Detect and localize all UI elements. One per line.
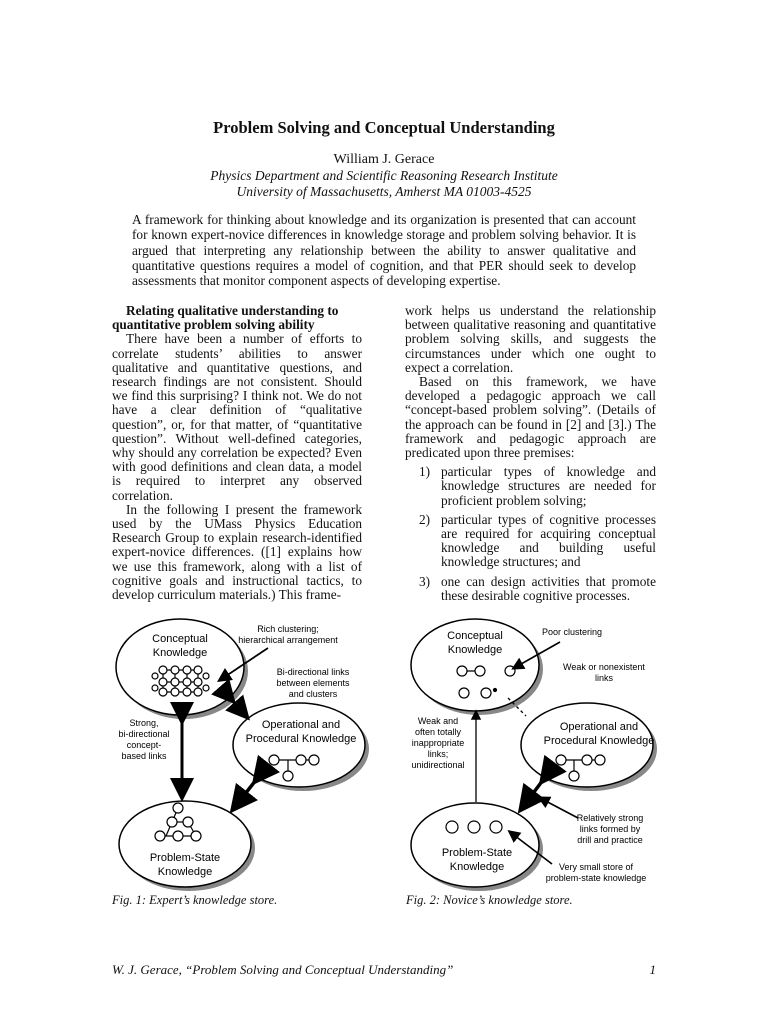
affiliation bbox=[0, 168, 768, 200]
affiliation-line-2: University of Massachusetts, Amherst MA 01003-4525 bbox=[236, 184, 532, 199]
left-column bbox=[112, 304, 362, 602]
note-bidirectional-1: Bi-directional links bbox=[276, 667, 350, 677]
problem-state-label-2: Knowledge bbox=[157, 866, 213, 878]
affiliation-line-1: Physics Department and Scientific Reasoning Research Institute bbox=[210, 168, 558, 183]
note-rich-clustering-1: Rich clustering; bbox=[257, 624, 319, 634]
premise-number: 1) bbox=[419, 464, 431, 480]
note-strong-3: concept- bbox=[126, 740, 162, 750]
note-inappropriate-3: inappropriate bbox=[411, 738, 465, 748]
problem-state-ellipse bbox=[411, 803, 539, 887]
problem-state-label-1: Problem-State bbox=[441, 847, 513, 859]
premise-text: particular types of cognitive processes are required for acquiring conceptual knowledge and building useful knowledge structures; and bbox=[441, 511, 656, 570]
note-strong-2: bi-directional bbox=[118, 729, 170, 739]
paper-title: Problem Solving and Conceptual Understanding bbox=[213, 118, 555, 137]
premise-text: one can design activities that promote these desirable cognitive processes. bbox=[441, 573, 656, 603]
page-number: 1 bbox=[649, 962, 656, 977]
note-inappropriate-5: unidirectional bbox=[411, 760, 465, 770]
note-poor-clustering: Poor clustering bbox=[541, 627, 603, 637]
right-column bbox=[405, 304, 656, 608]
figure-2-caption: Fig. 2: Novice’s knowledge store. bbox=[406, 893, 573, 907]
problem-state-label-1: Problem-State bbox=[149, 852, 221, 864]
note-inappropriate-2: often totally bbox=[414, 727, 462, 737]
premises-list bbox=[405, 465, 656, 603]
left-paragraph-1: There have been a number of efforts to correlate students’ abilities to answer qualitative and quantitative questions, and research findings are not consistent. Should we find this surprising? I think not. We do not have a clear definition of “qualitative question”, or, for that matter, of “quantitative question”. Without well-defined categories, why should any correlation be expected? Even with good definitions and clean data, a model is required to interpret any observed correlation. bbox=[112, 331, 362, 503]
conceptual-label-2: Knowledge bbox=[447, 644, 503, 656]
operational-label-1: Operational and bbox=[261, 719, 341, 731]
problem-state-nodes bbox=[446, 821, 502, 833]
section-heading: Relating qualitative understanding to quantitative problem solving ability bbox=[112, 303, 339, 333]
premise-item bbox=[405, 465, 656, 508]
premise-item bbox=[405, 575, 656, 603]
note-small-store-2: problem-state knowledge bbox=[545, 873, 647, 883]
premise-text: particular types of knowledge and knowledge structures are needed for proficient problem solving; bbox=[441, 464, 656, 508]
right-paragraph-2: Based on this framework, we have developed a pedagogic approach we call “concept-based problem solving”. (Details of the approach can be found in [2] and [3].) The framework and pedagogic approach are predicated upon three premises: bbox=[405, 374, 656, 461]
author-name: William J. Gerace bbox=[333, 152, 435, 167]
operational-label-2: Procedural Knowledge bbox=[543, 735, 655, 747]
premise-number: 3) bbox=[419, 573, 431, 589]
note-drill-practice-3: drill and practice bbox=[577, 835, 643, 845]
operational-knowledge-ellipse bbox=[233, 703, 365, 787]
note-drill-practice-1: Relatively strong bbox=[576, 813, 644, 823]
problem-state-label-2: Knowledge bbox=[449, 861, 505, 873]
link-conceptual-operational bbox=[232, 700, 246, 716]
note-strong-1: Strong, bbox=[129, 718, 159, 728]
arrow-drill-practice bbox=[540, 798, 578, 818]
footer-citation: W. J. Gerace, “Problem Solving and Conceptual Understanding” bbox=[112, 962, 454, 977]
premise-item bbox=[405, 513, 656, 570]
note-bidirectional-3: and clusters bbox=[288, 689, 338, 699]
note-weak-links-2: links bbox=[594, 673, 614, 683]
operational-label-1: Operational and bbox=[559, 721, 639, 733]
premise-number: 2) bbox=[419, 511, 431, 527]
link-operational-problem bbox=[234, 780, 256, 808]
note-small-store-1: Very small store of bbox=[558, 862, 634, 872]
abstract: A framework for thinking about knowledge and its organization is presented that can account for known expert-novice differences in knowledge storage and problem solving behavior. It is argued that interpreting any relationship between the ability to answer qualitative and quantitative questions requires a model of cognition, and that PER should seek to develop assessments that monitor component aspects of developing expertise. bbox=[132, 212, 636, 289]
figure-1-caption: Fig. 1: Expert’s knowledge store. bbox=[112, 893, 278, 907]
note-rich-clustering-2: hierarchical arrangement bbox=[238, 635, 338, 645]
note-drill-practice-2: links formed by bbox=[579, 824, 641, 834]
operational-label-2: Procedural Knowledge bbox=[245, 733, 357, 745]
figure-1-expert-diagram bbox=[108, 612, 370, 892]
right-paragraph-1: work helps us understand the relationship between qualitative reasoning and quantitative problem solving skills, and suggests the circumstances under which one ought to expect a correlation. bbox=[405, 303, 656, 375]
note-inappropriate-1: Weak and bbox=[417, 716, 459, 726]
left-paragraph-2: In the following I present the framework used by the UMass Physics Education Research Group to explain research-identified expert-novice differences. ([1] explains how we use this framework, along with a list of cognitive goals and instructional tactics, to develop curriculum materials.) This frame- bbox=[112, 501, 362, 603]
figure-2-novice-diagram bbox=[400, 612, 662, 892]
link-operational-problem bbox=[522, 780, 543, 808]
conceptual-label-1: Conceptual bbox=[152, 633, 208, 645]
note-weak-links-1: Weak or nonexistent bbox=[563, 662, 645, 672]
note-inappropriate-4: links; bbox=[427, 749, 449, 759]
conceptual-label-1: Conceptual bbox=[447, 630, 503, 642]
note-bidirectional-2: between elements bbox=[276, 678, 350, 688]
conceptual-label-2: Knowledge bbox=[152, 647, 208, 659]
note-strong-4: based links bbox=[121, 751, 167, 761]
